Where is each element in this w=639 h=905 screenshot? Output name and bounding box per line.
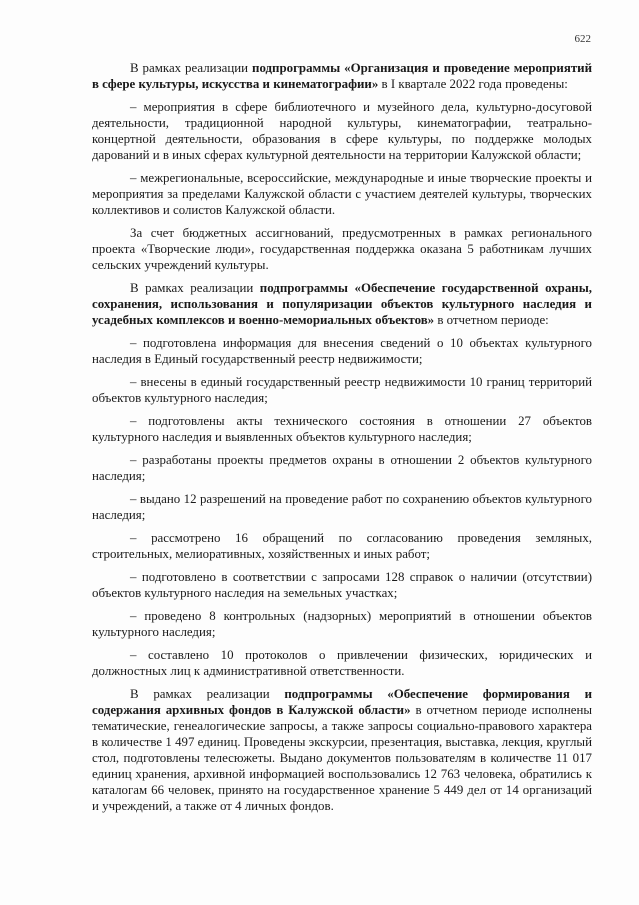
- paragraph-subprogram-culture-events: В рамках реализации подпрограммы «Организация и проведение мероприятий в сфере культуры, искусства и кинематографии» в I квартале 2022 года проведены:: [92, 61, 593, 91]
- list-item: – внесены в единый государственный реестр недвижимости 10 границ территорий объектов культурного наследия;: [92, 375, 592, 405]
- paragraph: За счет бюджетных ассигнований, предусмотренных в рамках регионального проекта «Творческие люди», государственная поддержка оказана 5 работникам лучших сельских учреждений культуры.: [92, 226, 592, 272]
- list-item: – рассмотрено 16 обращений по согласованию проведения земляных, строительных, мелиоративных, хозяйственных и иных работ;: [92, 531, 592, 561]
- list-item: – подготовлена информация для внесения сведений о 10 объектах культурного наследия в Единый государственный реестр недвижимости;: [92, 336, 592, 366]
- paragraph-subprogram-heritage: В рамках реализации подпрограммы «Обеспечение государственной охраны, сохранения, использования и популяризации объектов культурного наследия и усадебных комплексов и военно-мемориальных объектов» в отчетном периоде:: [92, 281, 592, 327]
- document-body: [92, 60, 592, 821]
- list-item: – проведено 8 контрольных (надзорных) мероприятий в отношении объектов культурного наследия;: [92, 609, 592, 639]
- subprogram-title: подпрограммы «Обеспечение формирования и содержания архивных фондов в Калужской области»: [92, 687, 592, 717]
- subprogram-title: подпрограммы «Организация и проведение мероприятий в сфере культуры, искусства и кинематографии»: [92, 61, 593, 91]
- subprogram-title: подпрограммы «Обеспечение государственной охраны, сохранения, использования и популяризации объектов культурного наследия и усадебных комплексов и военно-мемориальных объектов»: [92, 281, 592, 327]
- page-number: 622: [574, 33, 591, 45]
- list-item: – составлено 10 протоколов о привлечении физических, юридических и должностных лиц к административной ответственности.: [92, 648, 592, 678]
- list-item: – подготовлены акты технического состояния в отношении 27 объектов культурного наследия и выявленных объектов культурного наследия;: [92, 414, 592, 444]
- list-item: – подготовлено в соответствии с запросами 128 справок о наличии (отсутствии) объектов культурного наследия на земельных участках;: [92, 570, 592, 600]
- list-item: – выдано 12 разрешений на проведение работ по сохранению объектов культурного наследия;: [92, 492, 592, 522]
- list-item: – разработаны проекты предметов охраны в отношении 2 объектов культурного наследия;: [92, 453, 592, 483]
- paragraph-subprogram-archives: В рамках реализации подпрограммы «Обеспечение формирования и содержания архивных фондов в Калужской области» в отчетном периоде исполнены тематические, генеалогические запросы, а также запросы социально-правового характера в количестве 1 497 единиц. Проведены экскурсии, презентация, выставка, лекция, круглый стол, подготовлены телесюжеты. Выдано документов пользователям в количестве 11 017 единиц хранения, архивной информацией воспользовались 12 763 человека, обратились к каталогам 66 человек, принято на государственное хранение 5 449 дел от 14 организаций и учреждений, а также от 4 личных фондов.: [92, 687, 592, 813]
- list-item: – мероприятия в сфере библиотечного и музейного дела, культурно-досуговой деятельности, традиционной народной культуры, кинематографии, театрально-концертной деятельности, образования в сфере культуры, по поддержке молодых дарований и в иных сферах культурной деятельности на территории Калужской области;: [92, 100, 592, 162]
- list-item: – межрегиональные, всероссийские, международные и иные творческие проекты и мероприятия за пределами Калужской области с участием деятелей культуры, творческих коллективов и солистов Калужской области.: [92, 171, 592, 217]
